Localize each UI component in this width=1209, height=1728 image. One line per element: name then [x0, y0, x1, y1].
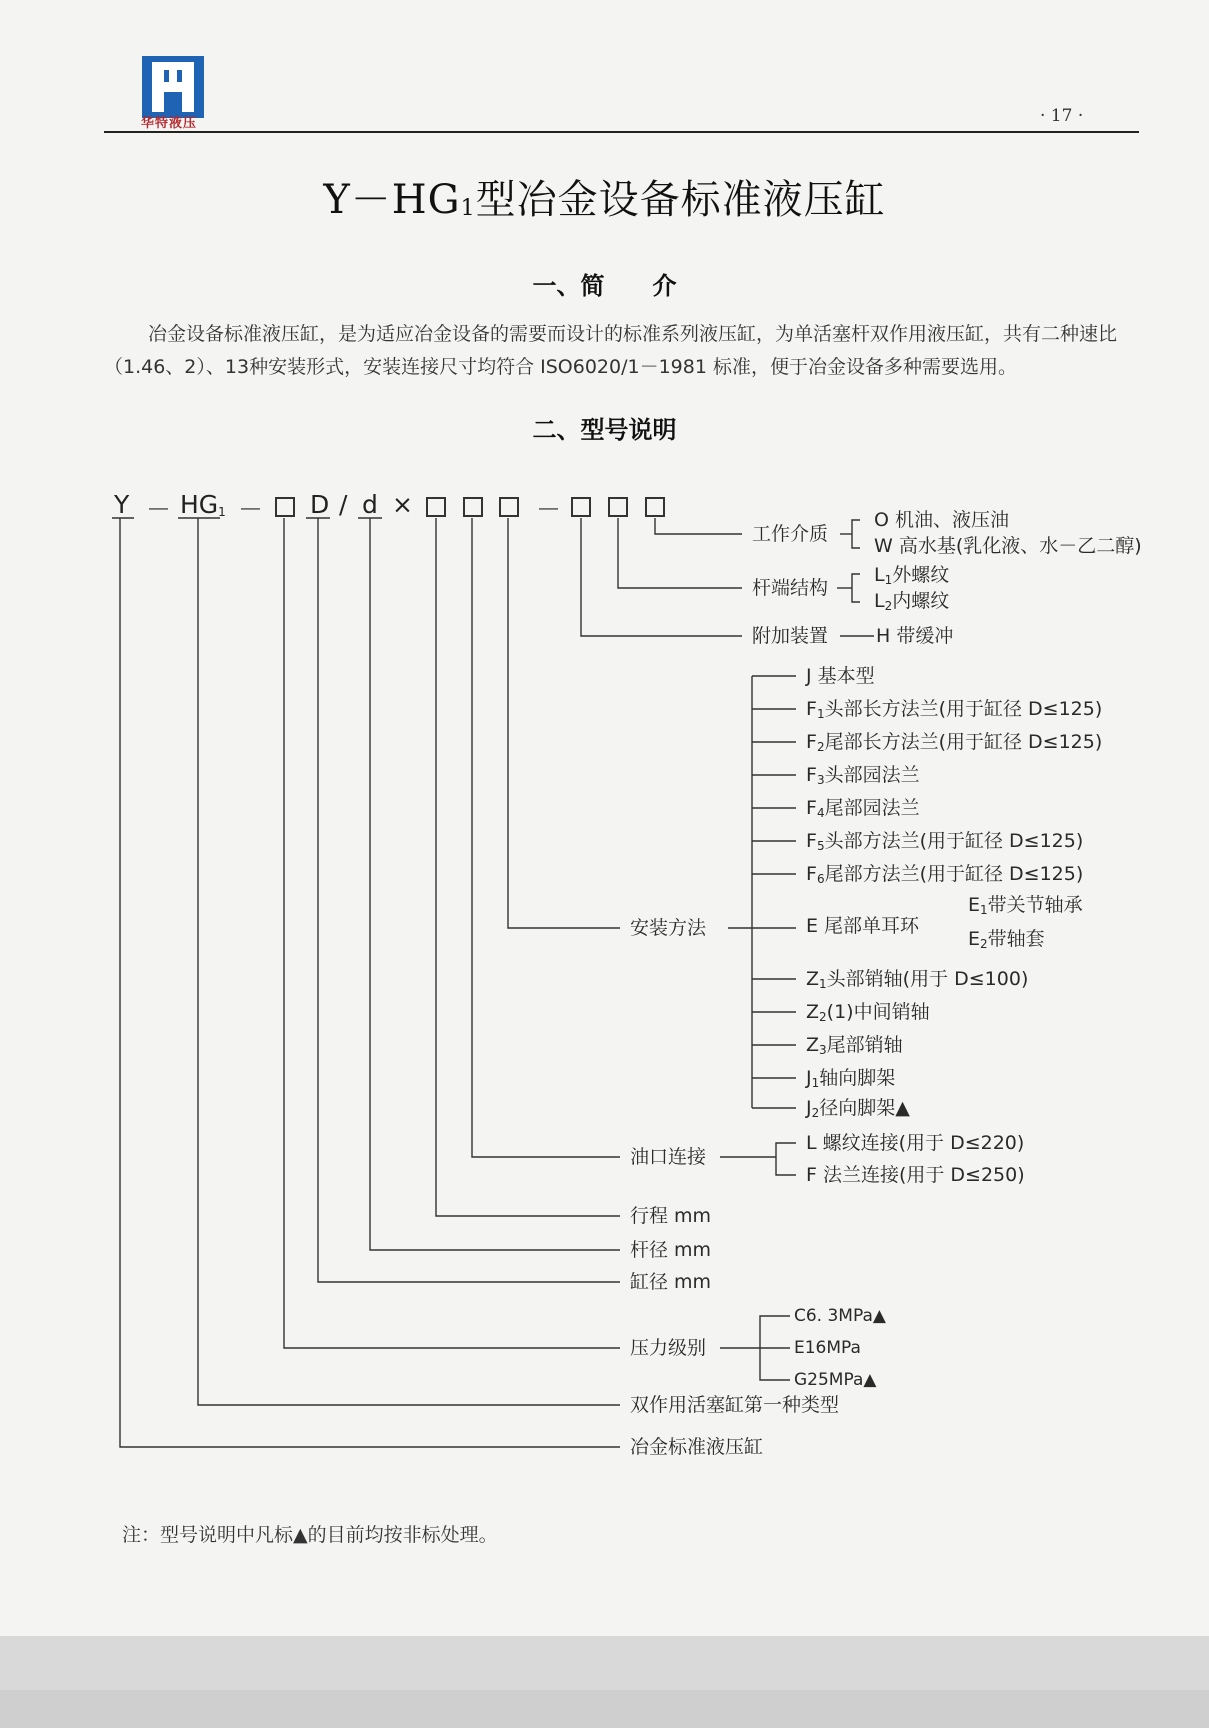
option-medium-w: W 高水基(乳化液、水－乙二醇) — [874, 535, 1142, 557]
option-medium-o: O 机油、液压油 — [874, 509, 1009, 531]
code-slash: / — [339, 490, 348, 519]
logo-text: 华特液压 — [141, 116, 198, 131]
option-mount-e1: E1带关节轴承 — [968, 894, 1083, 917]
option-mount-f6: F6尾部方法兰(用于缸径 D≤125) — [806, 863, 1084, 886]
option-rod-end-l1: L1外螺纹 — [874, 564, 950, 587]
label-mounting: 安装方法 — [630, 917, 707, 939]
page-title: Y－HG1型冶金设备标准液压缸 — [323, 177, 886, 223]
option-pressure-c: C6. 3MPa▲ — [794, 1306, 886, 1326]
option-port-f: F 法兰连接(用于 D≤250) — [806, 1164, 1025, 1186]
label-cylinder-type: 双作用活塞缸第一种类型 — [630, 1394, 840, 1416]
option-mount-e2: E2带轴套 — [968, 928, 1045, 951]
label-pressure: 压力级别 — [630, 1337, 707, 1359]
option-attachment-h: H 带缓冲 — [876, 625, 954, 647]
section-heading-intro: 一、简 介 — [532, 272, 677, 300]
code-times: × — [392, 490, 413, 519]
code-hg: HG1 — [180, 490, 226, 519]
option-pressure-e: E16MPa — [794, 1338, 861, 1358]
code-dash: － — [536, 495, 562, 524]
code-dash: － — [146, 495, 172, 524]
option-mount-j: J 基本型 — [806, 665, 875, 687]
option-mount-j1: J1轴向脚架 — [806, 1067, 896, 1090]
code-d: D — [310, 490, 330, 519]
option-mount-f3: F3头部园法兰 — [806, 764, 920, 787]
label-rod-end: 杆端结构 — [752, 577, 829, 599]
option-mount-z2: Z2(1)中间销轴 — [806, 1001, 930, 1024]
option-mount-e: E 尾部单耳环 — [806, 915, 920, 937]
option-mount-f5: F5头部方法兰(用于缸径 D≤125) — [806, 830, 1084, 853]
footnote: 注：型号说明中凡标▲的目前均按非标处理。 — [122, 1524, 498, 1546]
code-y: Y — [114, 490, 130, 519]
option-pressure-g: G25MPa▲ — [794, 1370, 877, 1390]
label-stroke: 行程 mm — [630, 1205, 712, 1227]
option-mount-z3: Z3尾部销轴 — [806, 1034, 903, 1057]
code-dash: － — [238, 495, 264, 524]
option-mount-f1: F1头部长方法兰(用于缸径 D≤125) — [806, 698, 1103, 721]
page-number: · 17 · — [1040, 106, 1084, 126]
code-small-d: d — [362, 490, 378, 519]
label-port: 油口连接 — [630, 1146, 707, 1168]
label-bore: 缸径 mm — [630, 1271, 712, 1293]
option-port-l: L 螺纹连接(用于 D≤220) — [806, 1132, 1025, 1154]
option-mount-j2: J2径向脚架▲ — [806, 1097, 910, 1120]
option-mount-z1: Z1头部销轴(用于 D≤100) — [806, 968, 1029, 991]
option-rod-end-l2: L2内螺纹 — [874, 590, 950, 613]
label-rod-diameter: 杆径 mm — [630, 1239, 712, 1261]
intro-paragraph: 冶金设备标准液压缸，是为适应冶金设备的需要而设计的标准系列液压缸，为单活塞杆双作用液压缸，共有二种速比（1.46、2）、13种安装形式，安装连接尺寸均符合 ISO6020/1－1981 标准，便于冶金设备多种需要选用。 — [104, 323, 1118, 378]
section-heading-model: 二、型号说明 — [532, 416, 677, 444]
label-series: 冶金标准液压缸 — [630, 1436, 764, 1458]
option-mount-f4: F4尾部园法兰 — [806, 797, 920, 820]
label-attachment: 附加装置 — [752, 625, 829, 647]
label-medium: 工作介质 — [752, 523, 829, 545]
option-mount-f2: F2尾部长方法兰(用于缸径 D≤125) — [806, 731, 1103, 754]
